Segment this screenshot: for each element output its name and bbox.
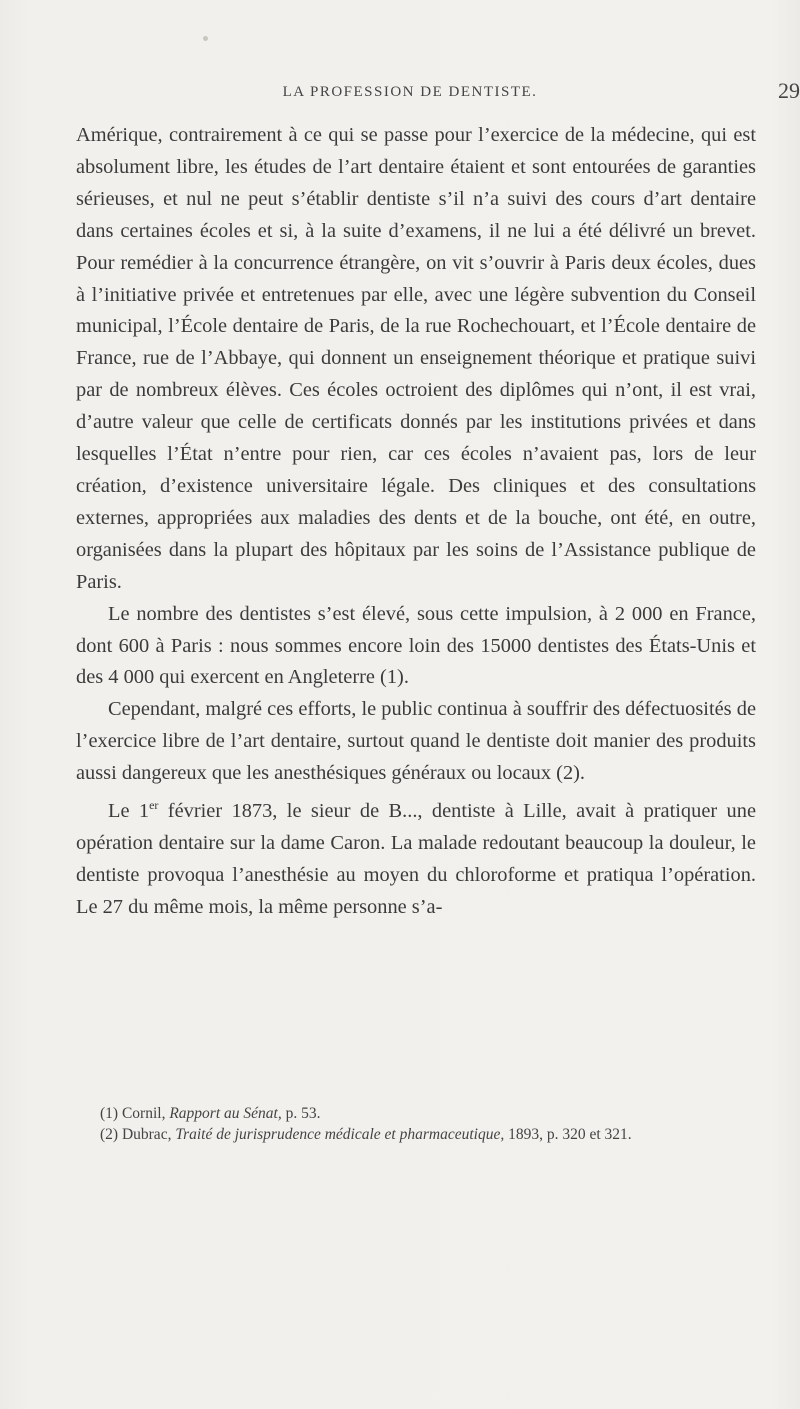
footnote-2 <box>76 1124 756 1145</box>
footnote-rest: p. 53. <box>285 1105 321 1122</box>
footnote-mark: (2) <box>100 1126 119 1143</box>
paragraph-1: Amérique, contrairement à ce qui se passe pour l’exercice de la médecine, qui est absolument libre, les études de l’art dentaire étaient et sont entourées de garanties sérieuses, et nul ne peut s’établir dentiste s’il n’a suivi des cours d’art dentaire dans certaines écoles et si, à la suite d’examens, il ne lui a été délivré un brevet. Pour remédier à la concurrence étrangère, on vit s’ouvrir à Paris deux écoles, dues à l’initiative privée et entretenues par elle, avec une légère subvention du Conseil municipal, l’École dentaire de Paris, de la rue Rochechouart, et l’École dentaire de France, rue de l’Abbaye, qui donnent un enseignement théorique et pratique suivi par de nombreux élèves. Ces écoles octroient des diplômes qui n’ont, il est vrai, d’autre valeur que celle de certificats donnés par les institutions privées et dans lesquelles l’État n’entre pour rien, car ces écoles n’avaient pas, lors de leur création, d’existence universitaire légale. Des cliniques et des consultations externes, appropriées aux maladies des dents et de la bouche, ont été, en outre, organisées dans la plupart des hôpitaux par les soins de l’Assistance publique de Paris. <box>76 124 756 593</box>
footnote-title: Traité de jurisprudence médicale et pharmaceutique, <box>175 1126 505 1143</box>
footnote-author: Dubrac, <box>121 1126 172 1143</box>
paragraph-2: Le nombre des dentistes s’est élevé, sous cette impulsion, à 2 000 en France, dont 600 à Paris : nous sommes encore loin des 15000 dentistes des États-Unis et des 4 000 qui exercent en Angleterre (1). <box>76 602 756 689</box>
footnote-mark: (1) <box>100 1105 119 1122</box>
footnotes <box>76 1103 756 1145</box>
paper-speck <box>203 36 208 41</box>
footnote-1 <box>76 1103 756 1124</box>
paragraph-4: Le 1er février 1873, le sieur de B..., dentiste à Lille, avait à pratiquer une opération dentaire sur la dame Caron. La malade redoutant beaucoup la douleur, le dentiste provoqua l’anesthésie au moyen du chloroforme et pratiqua l’opération. Le 27 du même mois, la même personne s’a- <box>76 798 756 918</box>
paragraph-3: Cependant, malgré ces efforts, le public continua à souffrir des défectuosités de l’exercice libre de l’art dentaire, surtout quand le dentiste doit manier des produits aussi dangereux que les anesthésiques généraux ou locaux (2). <box>76 698 756 785</box>
footnote-title: Rapport au Sénat, <box>169 1105 282 1122</box>
running-head <box>180 78 800 110</box>
footnote-author: Cornil, <box>121 1105 166 1122</box>
running-title: LA PROFESSION DE DENTISTE. <box>282 84 538 100</box>
page-number: 29 <box>778 78 800 103</box>
superscript-er: er <box>149 798 159 813</box>
footnote-rest: 1893, p. 320 et 321. <box>508 1126 632 1143</box>
body-text <box>76 120 756 923</box>
